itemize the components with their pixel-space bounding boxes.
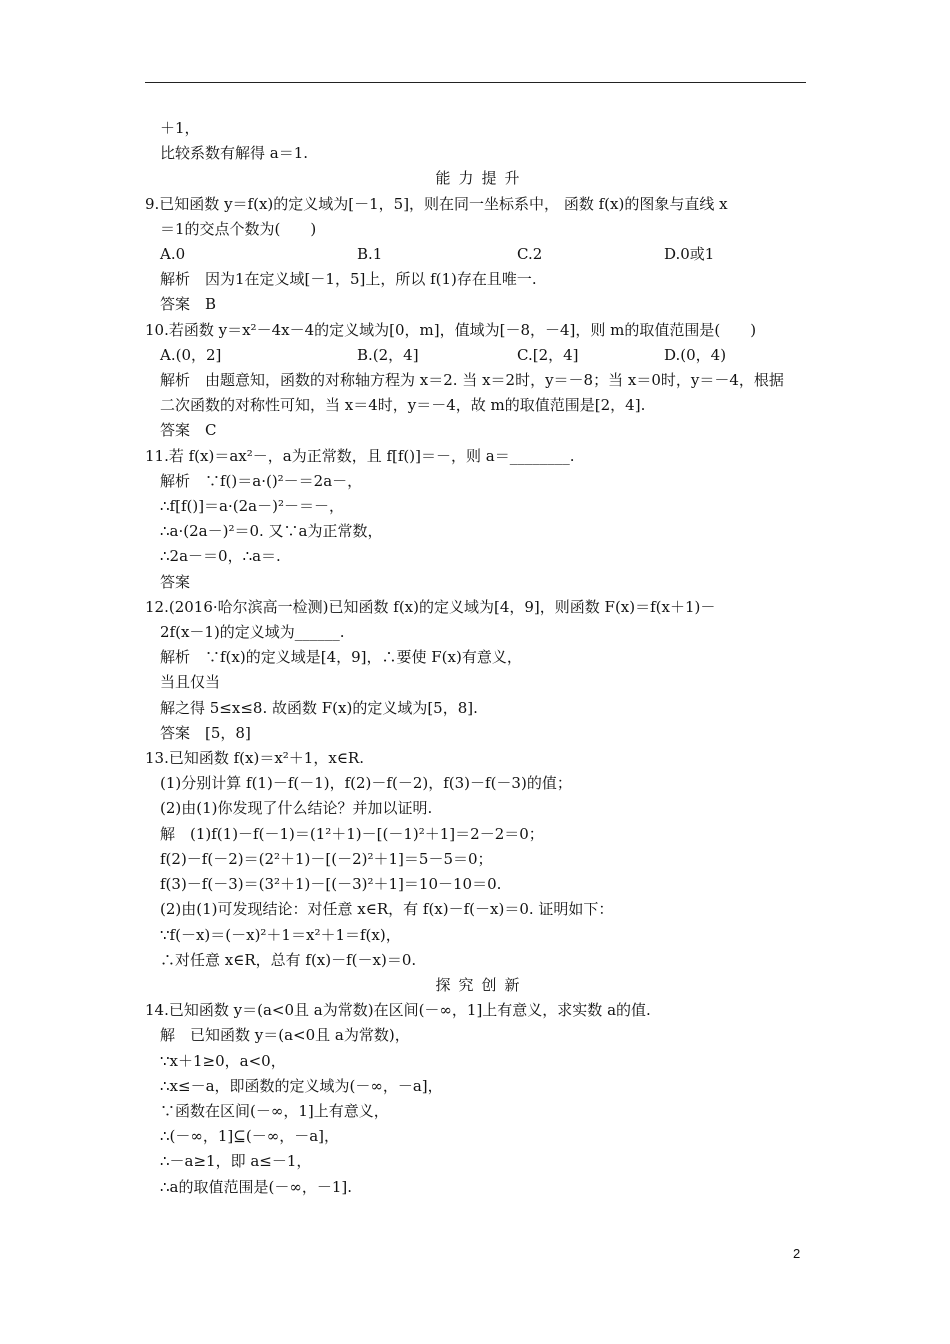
- text-line: 答案 B: [160, 295, 217, 314]
- text-line: 解析 ∵f(x)的定义域是[4，9]，∴要使 F(x)有意义，: [160, 648, 522, 667]
- text-line: ∴－a≥1，即 a≤－1，: [160, 1152, 312, 1171]
- text-line: 解之得 5≤x≤8. 故函数 F(x)的定义域为[5，8].: [160, 698, 478, 717]
- text-line: 比较系数有解得 a＝1.: [160, 144, 309, 163]
- text-line: ∴a的取值范围是(－∞，－1].: [160, 1177, 352, 1196]
- text-line: 解析 因为1在定义域[－1，5]上，所以 f(1)存在且唯一.: [160, 270, 537, 289]
- text-line: 12.(2016·哈尔滨高一检测)已知函数 f(x)的定义域为[4，9]，则函数 F(x)＝f(x＋1)－: [145, 597, 716, 616]
- text-line: (2)由(1)你发现了什么结论？并加以证明.: [160, 799, 433, 818]
- text-line: ∴(－∞，1]⊆(－∞，－a]，: [160, 1127, 339, 1146]
- answer-option: C.2: [517, 245, 543, 264]
- section-heading: 探究创新: [435, 975, 528, 994]
- answer-option: B.(2，4]: [357, 345, 419, 364]
- text-line: ∴x≤－a，即函数的定义域为(－∞，－a]，: [160, 1076, 443, 1095]
- answer-option: A.0: [160, 245, 186, 264]
- answer-option: D.0或1: [664, 245, 715, 264]
- text-line: 当且仅当: [160, 673, 221, 692]
- answer-option: D.(0，4): [664, 345, 727, 364]
- page-number: 2: [793, 1246, 801, 1261]
- text-line: 13.已知函数 f(x)＝x²＋1，x∈R.: [145, 749, 364, 768]
- text-line: ∴2a－＝0，∴a＝.: [160, 547, 281, 566]
- text-line: 10.若函数 y＝x²－4x－4的定义域为[0，m]，值域为[－8，－4]，则 m的取值范围是( ): [145, 320, 757, 339]
- text-line: 解析 ∵f()＝a·()²－＝2a－，: [160, 471, 363, 490]
- text-line: 14.已知函数 y＝(a<0且 a为常数)在区间(－∞，1]上有意义，求实数 a的值.: [145, 1001, 651, 1020]
- header-rule: [145, 82, 806, 83]
- text-line: 解 已知函数 y＝(a<0且 a为常数)，: [160, 1026, 410, 1045]
- text-line: 答案 C: [160, 421, 217, 440]
- text-line: ∴a·(2a－)²＝0. 又∵a为正常数，: [160, 522, 383, 541]
- text-line: ∵f(－x)＝(－x)²＋1＝x²＋1＝f(x)，: [160, 925, 401, 944]
- text-line: f(2)－f(－2)＝(2²＋1)－[(－2)²＋1]＝5－5＝0；: [160, 849, 493, 868]
- text-line: 11.若 f(x)＝ax²－，a为正常数，且 f[f()]＝－，则 a＝________.: [145, 446, 575, 465]
- text-line: ＝1的交点个数为( ): [160, 219, 317, 238]
- text-line: ＋1，: [160, 119, 200, 137]
- section-heading: 能力提升: [435, 169, 528, 188]
- text-line: 答案 [5，8]: [160, 723, 251, 742]
- text-line: ∴对任意 x∈R，总有 f(x)－f(－x)＝0.: [160, 950, 417, 969]
- text-line: f(3)－f(－3)＝(3²＋1)－[(－3)²＋1]＝10－10＝0.: [160, 875, 502, 894]
- text-line: ∵函数在区间(－∞，1]上有意义，: [160, 1101, 389, 1120]
- text-line: 9.已知函数 y＝f(x)的定义域为[－1，5]，则在同一坐标系中， 函数 f(x)的图象与直线 x: [145, 194, 728, 213]
- text-line: (2)由(1)可发现结论：对任意 x∈R，有 f(x)－f(－x)＝0. 证明如下：: [160, 900, 614, 919]
- document-body: [145, 116, 810, 1200]
- text-line: (1)分别计算 f(1)－f(－1)，f(2)－f(－2)，f(3)－f(－3)的值；: [160, 774, 572, 793]
- answer-option: B.1: [357, 245, 383, 264]
- text-line: ∴f[f()]＝a·(2a－)²－＝－，: [160, 497, 344, 516]
- text-line: 2f(x－1)的定义域为______.: [160, 623, 345, 642]
- answer-option: C.[2，4]: [517, 345, 579, 364]
- answer-options: [145, 343, 810, 368]
- text-line: 二次函数的对称性可知，当 x＝4时，y＝－4，故 m的取值范围是[2，4].: [160, 396, 646, 415]
- text-line: ∵x＋1≥0，a<0，: [160, 1051, 286, 1070]
- text-line: 解析 由题意知，函数的对称轴方程为 x＝2. 当 x＝2时，y＝－8；当 x＝0时，y＝－4，根据: [160, 371, 784, 390]
- text-line: 解 (1)f(1)－f(－1)＝(1²＋1)－[(－1)²＋1]＝2－2＝0；: [160, 824, 544, 843]
- answer-options: [145, 242, 810, 267]
- text-line: 答案: [160, 572, 191, 591]
- answer-option: A.(0，2]: [160, 345, 222, 364]
